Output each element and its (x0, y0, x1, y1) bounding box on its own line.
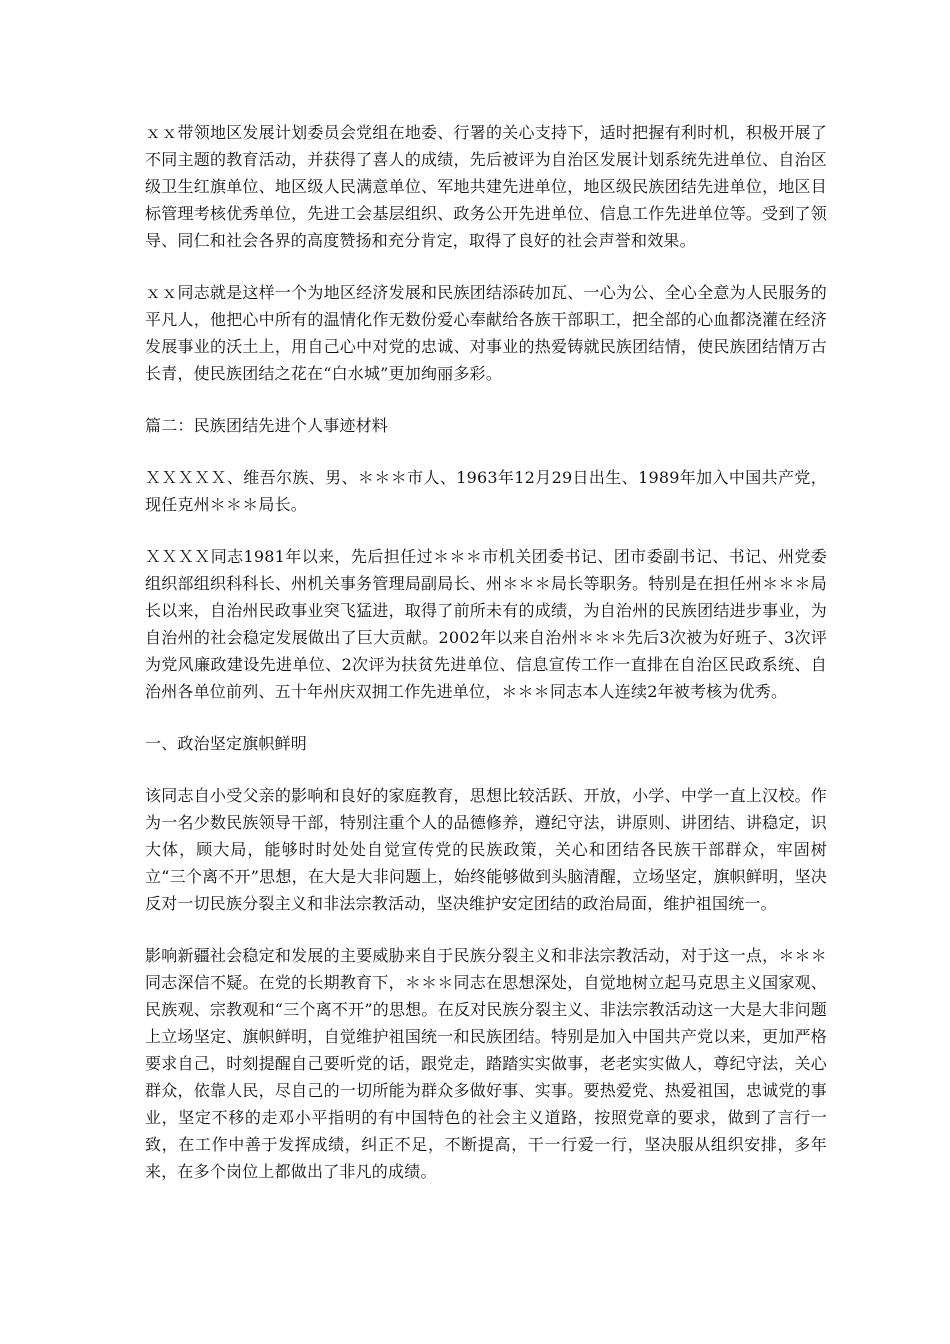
paragraph-career-history: ＸＸＸＸ同志1981年以来，先后担任过＊＊＊市机关团委书记、团市委副书记、书记、州党委组织部组织科科长、州机关事务管理局副局长、州＊＊＊局长等职务。特别是在担任州＊＊＊局长以来，自治州民政事业突飞猛进，取得了前所未有的成绩，为自治州的民族团结进步事业，为自治州的社会稳定发展做出了巨大贡献。2002年以来自治州＊＊＊先后3次被为好班子、3次评为党风廉政建设先进单位、2次评为扶贫先进单位、信息宣传工作一直排在自治区民政系统、自治州各单位前列、五十年州庆双拥工作先进单位，＊＊＊同志本人连续2年被考核为优秀。 (145, 547, 827, 701)
document-body (145, 119, 827, 1210)
paragraph-personal-info: ＸＸＸＸＸ、维吾尔族、男、＊＊＊市人、1963年12月29日出生、1989年加入中国共产党，现任克州＊＊＊局长。 (145, 468, 827, 514)
paragraph-upbringing: 该同志自小受父亲的影响和良好的家庭教育，思想比较活跃、开放，小学、中学一直上汉校。作为一名少数民族领导干部，特别注重个人的品德修养，遵纪守法，讲原则、讲团结、讲稳定，识大体，顾大局，能够时时处处自觉宣传党的民族政策，关心和团结各民族干部群众，牢固树立“三个离不开”思想，在大是大非问题上，始终能够做到头脑清醒，立场坚定，旗帜鲜明，坚决反对一切民族分裂主义和非法宗教活动，坚决维护安定团结的政治局面，维护祖国统一。 (145, 786, 827, 913)
paragraph-stability: 影响新疆社会稳定和发展的主要威胁来自于民族分裂主义和非法宗教活动，对于这一点，＊＊＊同志深信不疑。在党的长期教育下，＊＊＊同志在思想深处，自觉地树立起马克思主义国家观、民族观、宗教观和“三个离不开”的思想。在反对民族分裂主义、非法宗教活动这一大是大非问题上立场坚定、旗帜鲜明，自觉维护祖国统一和民族团结。特别是加入中国共产党以来，更加严格要求自己，时刻提醒自己要听党的话，跟党走，踏踏实实做事，老老实实做人，尊纪守法，关心群众，依靠人民，尽自己的一切所能为群众多做好事、实事。要热爱党、热爱祖国，忠诚党的事业，坚定不移的走邓小平指明的有中国特色的社会主义道路，按照党章的要求，做到了言行一致，在工作中善于发挥成绩，纠正不足，不断提高，干一行爱一行，坚决服从组织安排，多年来，在多个岗位上都做出了非凡的成绩。 (145, 946, 827, 1181)
section-heading-part-two: 篇二：民族团结先进个人事迹材料 (145, 416, 389, 435)
paragraph-achievements: ｘｘ带领地区发展计划委员会党组在地委、行署的关心支持下，适时把握有利时机，积极开展了不同主题的教育活动，并获得了喜人的成绩，先后被评为自治区发展计划系统先进单位、自治区级卫生红旗单位、地区级人民满意单位、军地共建先进单位，地区级民族团结先进单位，地区目标管理考核优秀单位，先进工会基层组织、政务公开先进单位、信息工作先进单位等。受到了领导、同仁和社会各界的高度赞扬和充分肯定，取得了良好的社会声誉和效果。 (145, 123, 827, 250)
paragraph-comrade-summary: ｘｘ同志就是这样一个为地区经济发展和民族团结添砖加瓦、一心为公、全心全意为人民服务的平凡人，他把心中所有的温情化作无数份爱心奉献给各族干部职工，把全部的心血都浇灌在经济发展事业的沃土上，用自己心中对党的忠诚、对事业的热爱铸就民族团结情，使民族团结情万古长青，使民族团结之花在“白水城”更加绚丽多彩。 (145, 283, 827, 383)
section-heading-political: 一、政治坚定旗帜鲜明 (145, 734, 308, 753)
